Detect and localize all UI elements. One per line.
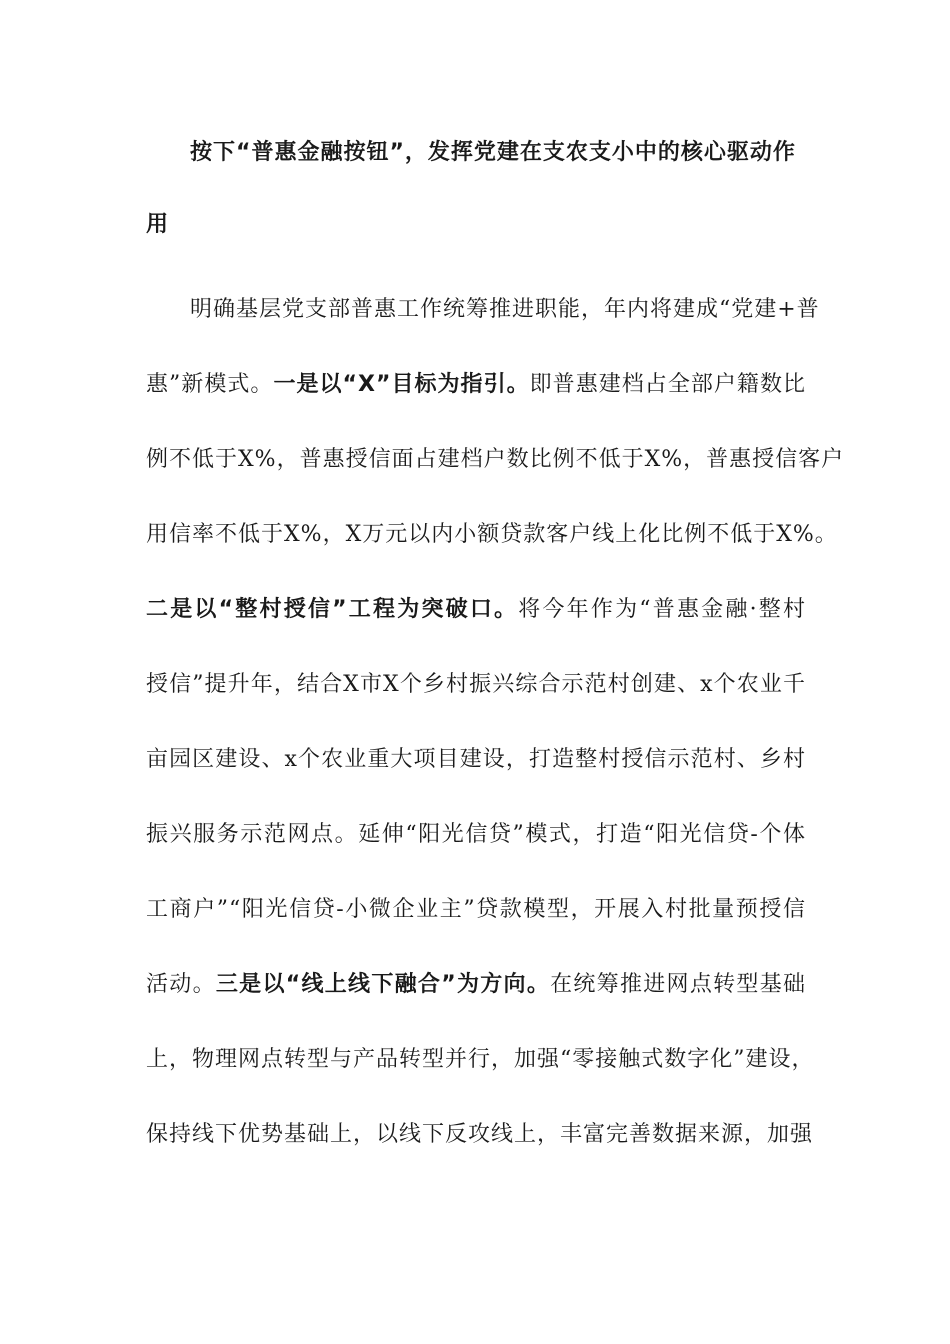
text-run: 例不低于X%，普惠授信面占建档户数比例不低于X%，普惠授信客户 — [146, 447, 845, 472]
text-run: 工商户”“阳光信贷-小微企业主”贷款模型，开展入村批量预授信 — [146, 897, 806, 922]
body-line — [146, 1045, 815, 1075]
body-line — [146, 1120, 814, 1150]
body-line — [146, 820, 806, 850]
body-line — [146, 370, 806, 400]
body-line — [146, 970, 806, 1000]
body-line — [190, 295, 820, 325]
body-line — [146, 595, 806, 625]
bold-heading-run: 二是以“整村授信”工程为突破口。 — [146, 597, 519, 622]
document-title-line-2: 用 — [146, 212, 170, 237]
text-run: 振兴服务示范网点。延伸“阳光信贷”模式，打造“阳光信贷-个体 — [146, 822, 806, 847]
body-line — [146, 670, 806, 700]
body-line — [146, 445, 845, 475]
body-line — [146, 520, 838, 550]
text-run: 明确基层党支部普惠工作统筹推进职能，年内将建成“党建+普 — [190, 297, 820, 322]
text-run: 上，物理网点转型与产品转型并行，加强“零接触式数字化”建设， — [146, 1047, 815, 1072]
text-run: 亩园区建设、x个农业重大项目建设，打造整村授信示范村、乡村 — [146, 747, 806, 772]
body-line — [146, 745, 806, 775]
text-run: 保持线下优势基础上，以线下反攻线上，丰富完善数据来源，加强 — [146, 1122, 814, 1147]
text-run: 授信”提升年，结合X市X个乡村振兴综合示范村创建、x个农业千 — [146, 672, 806, 697]
document-title-line-1: 按下“普惠金融按钮”，发挥党建在支农支小中的核心驱动作 — [190, 140, 796, 165]
bold-heading-run: 三是以“线上线下融合”为方向。 — [215, 972, 551, 997]
body-line — [146, 895, 806, 925]
text-run: 活动。 — [146, 972, 216, 997]
bold-heading-run: 一是以“X”目标为指引。 — [273, 372, 530, 397]
text-run: 用信率不低于X%，X万元以内小额贷款客户线上化比例不低于X%。 — [146, 522, 838, 547]
text-run: 即普惠建档占全部户籍数比 — [529, 372, 806, 397]
text-run: 在统筹推进网点转型基础 — [550, 972, 806, 997]
text-run: 惠”新模式。 — [146, 372, 274, 397]
text-run: 将今年作为“普惠金融·整村 — [518, 597, 806, 622]
